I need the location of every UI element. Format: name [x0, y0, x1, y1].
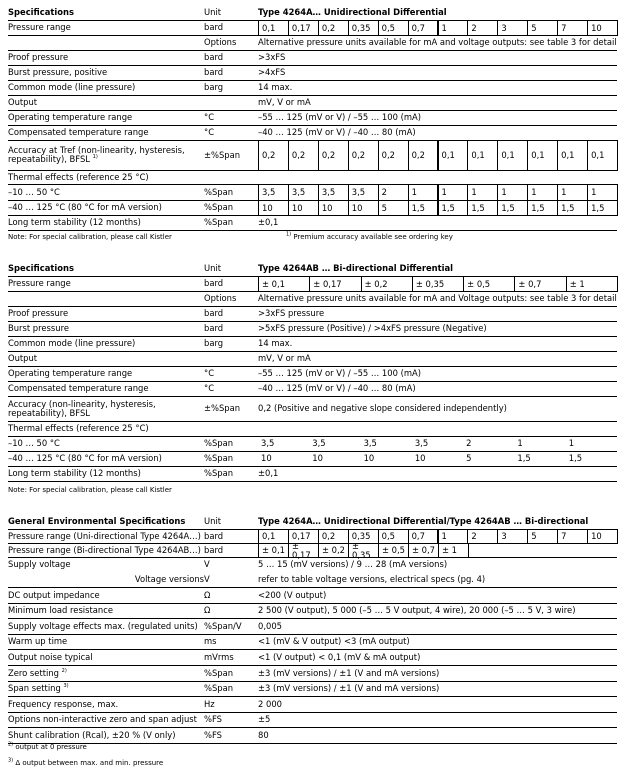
spec-unit: °C	[204, 383, 215, 394]
grid-cell: 1	[467, 184, 498, 201]
spec-row	[8, 727, 617, 744]
spec-label: Output	[8, 97, 38, 108]
header-unit: Unit	[204, 263, 222, 274]
accuracy-value: 0,2 (Positive and negative slope considered independently)	[258, 403, 507, 414]
header-spec: Specifications	[8, 263, 74, 274]
grid-cell: 0,2	[318, 529, 349, 544]
supply-voltage-value: 5 … 15 (mV versions) / 9 … 28 (mA versions)	[258, 559, 448, 570]
grid-cell: 5	[527, 20, 558, 36]
table-header	[8, 514, 617, 530]
grid-cell: 3,5	[363, 438, 377, 449]
grid-cell: 0,1	[557, 140, 588, 171]
spec-unit: bard	[204, 52, 224, 63]
thermal-high-unit: %Span	[204, 202, 234, 213]
spec-row	[8, 321, 617, 337]
grid-cell: ± 0,1	[258, 276, 310, 292]
grid-cell: 1,5	[587, 200, 618, 216]
spec-row	[8, 587, 617, 604]
grid-cell: ± 0,5	[378, 543, 409, 558]
footnote: $^{1)}$ Premium accuracy available see ordering key	[286, 231, 453, 241]
grid-cell: 0,5	[378, 529, 409, 544]
table-header	[8, 5, 617, 21]
spec-unit: ms	[204, 636, 217, 647]
grid-cell: 0,1	[258, 529, 289, 544]
spec-label: Warm up time	[8, 636, 68, 647]
grid-cell: 3	[497, 20, 528, 36]
thermal-low-label: –10 … 50 °C	[8, 438, 60, 449]
options-text: Alternative pressure units available for mA and voltage outputs: see table 3 for detail	[258, 37, 617, 48]
stability-value: ±0,1	[258, 217, 279, 228]
options-row	[8, 291, 617, 307]
spec-row	[8, 65, 617, 81]
spec-label: DC output impedance	[8, 589, 100, 600]
header-unit: Unit	[204, 516, 222, 527]
spec-label: Shunt calibration (Rcal), ±20 % (V only)	[8, 729, 176, 740]
spec-label: Supply voltage effects max. (regulated units)	[8, 620, 198, 631]
supply-voltage-label: Supply voltage	[8, 559, 71, 570]
spec-value: mV, V or mA	[258, 97, 311, 108]
spec-row	[8, 681, 617, 698]
spec-value: >3xFS pressure	[258, 308, 325, 319]
spec-label: Compensated temperature range	[8, 383, 149, 394]
grid-cell: 1	[438, 529, 469, 544]
grid-cell: 1,5	[557, 200, 588, 216]
grid-cell: 1	[527, 184, 558, 201]
grid-cell: 2	[467, 529, 498, 544]
grid-cell: 0,1	[527, 140, 558, 171]
spec-value: –55 … 125 (mV or V) / –55 … 100 (mA)	[258, 112, 421, 123]
grid-cell: 0,1	[258, 20, 289, 36]
grid-cell: ± 0,35	[348, 543, 379, 558]
voltage-versions-value: refer to table voltage versions, electrical specs (pg. 4)	[258, 574, 486, 585]
grid-cell: ± 1	[438, 543, 469, 558]
thermal-high-row	[8, 451, 617, 467]
uni-range-unit: bard	[204, 530, 224, 541]
grid-cell: 10	[312, 453, 323, 464]
spec-unit: %FS	[204, 714, 222, 725]
spec-row	[8, 649, 617, 666]
grid-cell: 0,7	[408, 20, 439, 36]
bi-range-row	[8, 543, 617, 558]
spec-row	[8, 381, 617, 397]
spec-unit: °C	[204, 112, 215, 123]
grid-cell: 0,2	[408, 140, 439, 171]
spec-value: 2 000	[258, 698, 282, 709]
header-title: Type 4264A… Unidirectional Differential/Type 4264AB … Bi-directional	[258, 516, 589, 527]
spec-value: ±3 (mV versions) / ±1 (V and mA versions)	[258, 667, 440, 678]
grid-cell: 1	[438, 20, 469, 36]
spec-unit: °C	[204, 368, 215, 379]
accuracy-unit: ±%Span	[204, 403, 241, 414]
grid-cell: 5	[466, 453, 472, 464]
grid-cell: 3,5	[318, 184, 349, 201]
spec-unit: °C	[204, 127, 215, 138]
spec-unit: %Span/V	[204, 620, 242, 631]
grid-cell: 0,35	[348, 529, 379, 544]
spec-unit: Ω	[204, 605, 211, 616]
grid-cell: 1,5	[517, 453, 531, 464]
voltage-versions-label: Voltage versions	[134, 574, 204, 585]
grid-cell: 0,1	[467, 140, 498, 171]
spec-label: Output	[8, 353, 38, 364]
options-text: Alternative pressure units available for mA and Voltage outputs: see table 3 for detail	[258, 293, 617, 304]
spec-row	[8, 50, 617, 66]
spec-value: >3xFS	[258, 52, 286, 63]
stability-unit: %Span	[204, 217, 234, 228]
thermal-high-unit: %Span	[204, 453, 234, 464]
header-spec: Specifications	[8, 7, 74, 18]
grid-cell: ± 0,5	[463, 276, 515, 292]
spec-row	[8, 351, 617, 367]
spec-unit: Ω	[204, 589, 211, 600]
grid-cell: 1,5	[467, 200, 498, 216]
voltage-versions-unit: V	[204, 574, 210, 585]
pressure-range-row	[8, 20, 617, 36]
spec-row	[8, 603, 617, 620]
grid-cell: ± 0,2	[318, 543, 349, 558]
grid-cell: 3,5	[348, 184, 379, 201]
grid-cell: 1,5	[438, 200, 469, 216]
spec-row	[8, 712, 617, 729]
thermal-high-label: –40 … 125 °C (80 °C for mA version)	[8, 453, 162, 464]
spec-label: Burst pressure, positive	[8, 67, 108, 78]
grid-cell: 0,1	[497, 140, 528, 171]
grid-cell: 10	[587, 529, 618, 544]
spec-row	[8, 95, 617, 111]
stability-row	[8, 466, 617, 482]
spec-row	[8, 634, 617, 651]
spec-value: 14 max.	[258, 338, 293, 349]
thermal-low-unit: %Span	[204, 186, 234, 197]
grid-cell: 0,35	[348, 20, 379, 36]
grid-cell: 2	[467, 20, 498, 36]
spec-unit: mVrms	[204, 651, 234, 662]
grid-cell: 10	[363, 453, 375, 464]
spec-unit: Hz	[204, 698, 215, 709]
grid-cell: ± 0,2	[361, 276, 413, 292]
stability-label: Long term stability (12 months)	[8, 468, 141, 479]
stability-value: ±0,1	[258, 468, 279, 479]
grid-cell: 3,5	[258, 184, 289, 201]
pressure-range-label: Pressure range	[8, 22, 71, 33]
spec-value: >4xFS	[258, 67, 286, 78]
header-title: Type 4264AB … Bi-directional Differential	[258, 263, 454, 274]
grid-cell: 1,5	[527, 200, 558, 216]
supply-voltage-unit: V	[204, 559, 210, 570]
grid-cell: 7	[557, 20, 588, 36]
bi-range-label: Pressure range (Bi-directional Type 4264AB…)	[8, 544, 201, 555]
spec-row	[8, 336, 617, 352]
grid-cell: 10	[288, 200, 319, 216]
voltage-versions-row	[8, 572, 617, 588]
thermal-low-unit: %Span	[204, 438, 234, 449]
grid-cell: 10	[348, 200, 379, 216]
table-header	[8, 261, 617, 277]
accuracy-unit: ±%Span	[204, 149, 241, 160]
stability-unit: %Span	[204, 468, 234, 479]
grid-cell: 7	[557, 529, 588, 544]
thermal-row	[8, 170, 617, 185]
spec-value: ±3 (mV versions) / ±1 (V and mA versions)	[258, 683, 440, 694]
thermal-low-row	[8, 436, 617, 452]
spec-unit: bard	[204, 323, 224, 334]
spec-value: 2 500 (V output), 5 000 (–5 … 5 V output, 4 wire), 20 000 (–5 … 5 V, 3 wire)	[258, 605, 576, 616]
spec-label: Common mode (line pressure)	[8, 82, 136, 93]
spec-label: Proof pressure	[8, 52, 69, 63]
uni-range-label: Pressure range (Uni-directional Type 4264A…)	[8, 530, 201, 541]
bi-range-unit: bard	[204, 544, 224, 555]
spec-row	[8, 110, 617, 126]
footnote-2: $^{2)}$ output at 0 pressure	[8, 741, 87, 751]
note: Note: For special calibration, please call Kistler	[8, 486, 172, 494]
spec-row	[8, 306, 617, 322]
grid-cell: 1	[568, 438, 575, 449]
spec-label: Minimum load resistance	[8, 605, 113, 616]
spec-value: <1 (mV & V output) <3 (mA output)	[258, 636, 410, 647]
header-spec: General Environmental Specifications	[8, 516, 186, 527]
spec-value: 0,005	[258, 620, 282, 631]
pressure-range-unit: bard	[204, 22, 224, 33]
grid-cell: 3,5	[261, 438, 275, 449]
grid-cell: 5	[527, 529, 558, 544]
grid-cell: 1,5	[408, 200, 439, 216]
spec-value: –55 … 125 (mV or V) / –55 … 100 (mA)	[258, 368, 421, 379]
grid-cell: 3,5	[288, 184, 319, 201]
thermal-label: Thermal effects (reference 25 °C)	[8, 171, 149, 182]
spec-value: mV, V or mA	[258, 353, 311, 364]
spec-unit: %FS	[204, 729, 222, 740]
spec-row	[8, 665, 617, 682]
grid-cell: 1,5	[568, 453, 583, 464]
spec-value: ±5	[258, 714, 271, 725]
grid-cell: 10	[258, 200, 289, 216]
thermal-low-row	[8, 184, 617, 201]
note: Note: For special calibration, please call Kistler	[8, 233, 172, 241]
spec-value: –40 … 125 (mV or V) / –40 … 80 (mA)	[258, 127, 416, 138]
pressure-range-row	[8, 276, 617, 292]
spec-row	[8, 125, 617, 141]
grid-cell: 0,2	[258, 140, 289, 171]
grid-cell: 0,17	[288, 20, 319, 36]
spec-label: Operating temperature range	[8, 368, 133, 379]
grid-cell: 10	[587, 20, 618, 36]
supply-voltage-row	[8, 557, 617, 572]
thermal-label: Thermal effects (reference 25 °C)	[8, 423, 149, 434]
thermal-high-row	[8, 200, 617, 216]
spec-unit: %Span	[204, 667, 234, 678]
grid-cell: ± 0,35	[412, 276, 464, 292]
accuracy-row	[8, 140, 617, 171]
grid-cell: 1	[497, 184, 528, 201]
spec-value: –40 … 125 (mV or V) / –40 … 80 (mA)	[258, 383, 416, 394]
spec-label: Common mode (line pressure)	[8, 338, 136, 349]
grid-cell: 1	[587, 184, 618, 201]
accuracy-label: Accuracy at Tref (non-linearity, hysteresis, repeatability), BFSL $^{1)}$	[8, 145, 185, 164]
grid-cell: 10	[261, 453, 272, 464]
grid-cell: 1	[438, 184, 469, 201]
grid-cell: 2	[466, 438, 472, 449]
spec-value: <1 (V output) < 0,1 (mV & mA output)	[258, 651, 421, 662]
spec-row	[8, 696, 617, 713]
grid-cell: 1,5	[497, 200, 528, 216]
thermal-low-label: –10 … 50 °C	[8, 186, 60, 197]
options-unit: Options	[204, 293, 237, 304]
grid-cell: 0,5	[378, 20, 409, 36]
grid-cell: 10	[414, 453, 426, 464]
grid-cell: 1	[517, 438, 523, 449]
thermal-row	[8, 421, 617, 437]
spec-unit: %Span	[204, 683, 234, 694]
grid-cell: 0,1	[587, 140, 618, 171]
accuracy-label: Accuracy (non-linearity, hysteresis, repeatability), BFSL	[8, 398, 156, 418]
spec-value: 14 max.	[258, 82, 293, 93]
accuracy-row	[8, 396, 617, 422]
grid-cell: 1	[408, 184, 439, 201]
grid-cell: 1	[557, 184, 588, 201]
header-title: Type 4264A… Unidirectional Differential	[258, 7, 447, 18]
spec-label: Burst pressure	[8, 323, 69, 334]
spec-unit: bard	[204, 67, 224, 78]
spec-unit: bard	[204, 308, 224, 319]
pressure-range-label: Pressure range	[8, 278, 71, 289]
stability-label: Long term stability (12 months)	[8, 217, 141, 228]
grid-cell: ± 1	[566, 276, 618, 292]
spec-label: Compensated temperature range	[8, 127, 149, 138]
spec-row	[8, 366, 617, 382]
spec-value: >5xFS pressure (Positive) / >4xFS pressure (Negative)	[258, 323, 487, 334]
grid-cell: ± 0,7	[514, 276, 566, 292]
spec-label: Proof pressure	[8, 308, 69, 319]
thermal-high-label: –40 … 125 °C (80 °C for mA version)	[8, 202, 162, 213]
grid-cell: 3,5	[312, 438, 326, 449]
grid-cell: 0,7	[408, 529, 439, 544]
grid-cell: 0,2	[348, 140, 379, 171]
stability-row	[8, 215, 617, 231]
grid-cell: 0,2	[378, 140, 409, 171]
options-unit: Options	[204, 37, 237, 48]
spec-label: Frequency response, max.	[8, 698, 119, 709]
footnote-3: $^{3)}$ Δ output between max. and min. pressure	[8, 757, 164, 767]
grid-cell: 0,2	[318, 20, 349, 36]
grid-cell: 0,1	[438, 140, 469, 171]
spec-unit: barg	[204, 338, 224, 349]
spec-row	[8, 80, 617, 96]
spec-label: Output noise typical	[8, 651, 93, 662]
grid-cell: 0,2	[318, 140, 349, 171]
grid-cell: 0,17	[288, 529, 319, 544]
grid-cell: 3	[497, 529, 528, 544]
spec-label: Operating temperature range	[8, 112, 133, 123]
grid-cell: 0,2	[288, 140, 319, 171]
spec-label: Zero setting $^{2)}$	[8, 667, 67, 678]
options-row	[8, 35, 617, 51]
spec-unit: barg	[204, 82, 224, 93]
pressure-range-unit: bard	[204, 278, 224, 289]
grid-cell: 3,5	[414, 438, 429, 449]
grid-cell: ± 0,17	[288, 543, 319, 558]
grid-cell: 5	[378, 200, 409, 216]
spec-label: Options non-interactive zero and span adjust	[8, 714, 197, 725]
grid-cell: ± 0,17	[309, 276, 361, 292]
grid-cell: 10	[318, 200, 349, 216]
header-unit: Unit	[204, 7, 222, 18]
spec-value: <200 (V output)	[258, 589, 327, 600]
spec-row	[8, 618, 617, 635]
spec-value: 80	[258, 729, 269, 740]
spec-label: Span setting $^{3)}$	[8, 683, 69, 694]
grid-cell: 2	[378, 184, 409, 201]
grid-cell: ± 0,1	[258, 543, 289, 558]
grid-cell: ± 0,7	[408, 543, 439, 558]
